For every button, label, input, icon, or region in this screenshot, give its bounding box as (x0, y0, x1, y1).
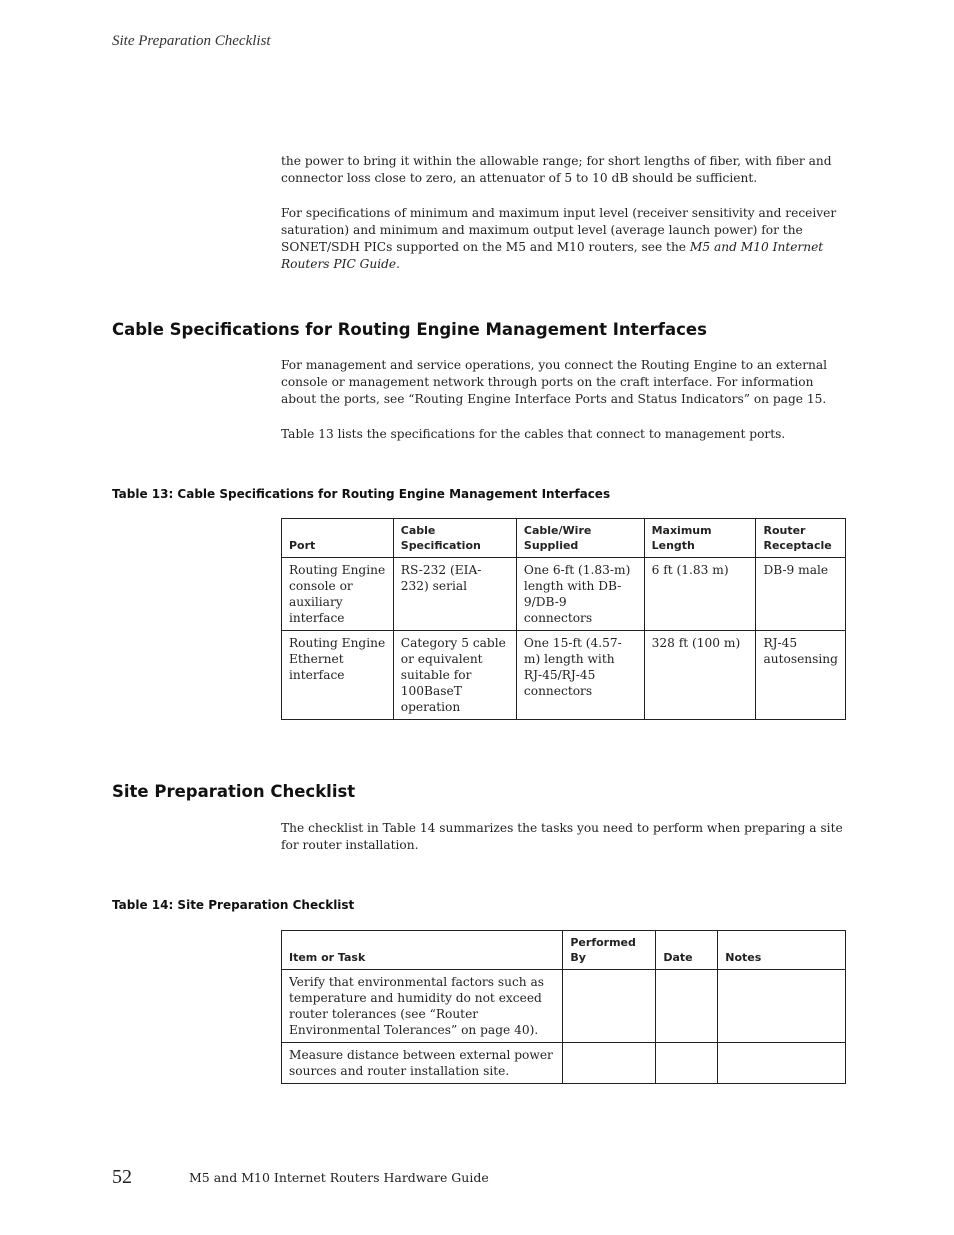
intro-paragraph-2-end: . (396, 257, 401, 271)
table-cell: 6 ft (1.83 m) (644, 558, 756, 631)
column-header-cable-specification: Cable Specification (393, 519, 516, 558)
table-row (282, 558, 846, 631)
table14-header-row (282, 931, 846, 970)
column-header-maximum-length: Maximum Length (644, 519, 756, 558)
table-cell (563, 1043, 656, 1084)
table13-header-row (282, 519, 846, 558)
table-cell: Verify that environmental factors such as temperature and humidity do not exceed router tolerances (see “Router Environmental Tolerances” on page 40). (282, 970, 563, 1043)
column-header-notes: Notes (718, 931, 846, 970)
table-cell: Routing Engine console or auxiliary interface (282, 558, 394, 631)
intro-paragraph-2 (281, 205, 847, 273)
table-cell: DB-9 male (756, 558, 846, 631)
table-cell (718, 970, 846, 1043)
table-row (282, 970, 846, 1043)
section1-text (281, 357, 847, 443)
intro-paragraph-2-text: For specifications of minimum and maximum input level (receiver sensitivity and receiver saturation) and minimum and maximum output level (average launch power) for the SONET/SDH PICs supported on the M5 and M10 routers, see the (281, 206, 837, 254)
intro-text (281, 153, 847, 273)
section-heading-site-preparation: Site Preparation Checklist (112, 782, 356, 801)
table-cell: 328 ft (100 m) (644, 631, 756, 720)
table-row (282, 631, 846, 720)
footer-book-title: M5 and M10 Internet Routers Hardware Guide (189, 1170, 489, 1185)
column-header-port: Port (282, 519, 394, 558)
column-header-item-or-task: Item or Task (282, 931, 563, 970)
page-number: 52 (112, 1166, 132, 1188)
section1-paragraph-1: For management and service operations, you connect the Routing Engine to an external console or management network through ports on the craft interface. For information about the ports, see “Routing Engine Interface Ports and Status Indicators” on page 15. (281, 358, 828, 406)
table-cell: Category 5 cable or equivalent suitable for 100BaseT operation (393, 631, 516, 720)
table-cell (656, 1043, 718, 1084)
table-cell: Measure distance between external power sources and router installation site. (282, 1043, 563, 1084)
running-head: Site Preparation Checklist (112, 33, 271, 49)
table-cell (656, 970, 718, 1043)
section2-text (281, 820, 847, 854)
table-cell: RS-232 (EIA-232) serial (393, 558, 516, 631)
section2-paragraph-1: The checklist in Table 14 summarizes the tasks you need to perform when preparing a site for router installation. (281, 821, 843, 852)
column-header-cable-wire-supplied: Cable/Wire Supplied (516, 519, 644, 558)
table-cell (718, 1043, 846, 1084)
column-header-router-receptacle: Router Receptacle (756, 519, 846, 558)
table-cell: One 15-ft (4.57-m) length with RJ-45/RJ-45 connectors (516, 631, 644, 720)
table14-caption: Table 14: Site Preparation Checklist (112, 898, 355, 912)
table-cell: RJ-45 autosensing (756, 631, 846, 720)
intro-paragraph-1: the power to bring it within the allowable range; for short lengths of fiber, with fiber and connector loss close to zero, an attenuator of 5 to 10 dB should be sufficient. (281, 154, 832, 185)
pic-guide-reference: M5 and M10 Internet Routers PIC Guide (281, 240, 824, 271)
table-cell: One 6-ft (1.83-m) length with DB-9/DB-9 connectors (516, 558, 644, 631)
table-cell (563, 970, 656, 1043)
section1-paragraph-2: Table 13 lists the specifications for the cables that connect to management ports. (281, 427, 786, 441)
column-header-date: Date (656, 931, 718, 970)
table13 (281, 518, 846, 720)
column-header-performed-by: Performed By (563, 931, 656, 970)
table-row (282, 1043, 846, 1084)
table14 (281, 930, 846, 1084)
table13-caption: Table 13: Cable Specifications for Routing Engine Management Interfaces (112, 487, 611, 501)
table-cell: Routing Engine Ethernet interface (282, 631, 394, 720)
section-heading-cable-specs: Cable Specifications for Routing Engine Management Interfaces (112, 320, 707, 339)
